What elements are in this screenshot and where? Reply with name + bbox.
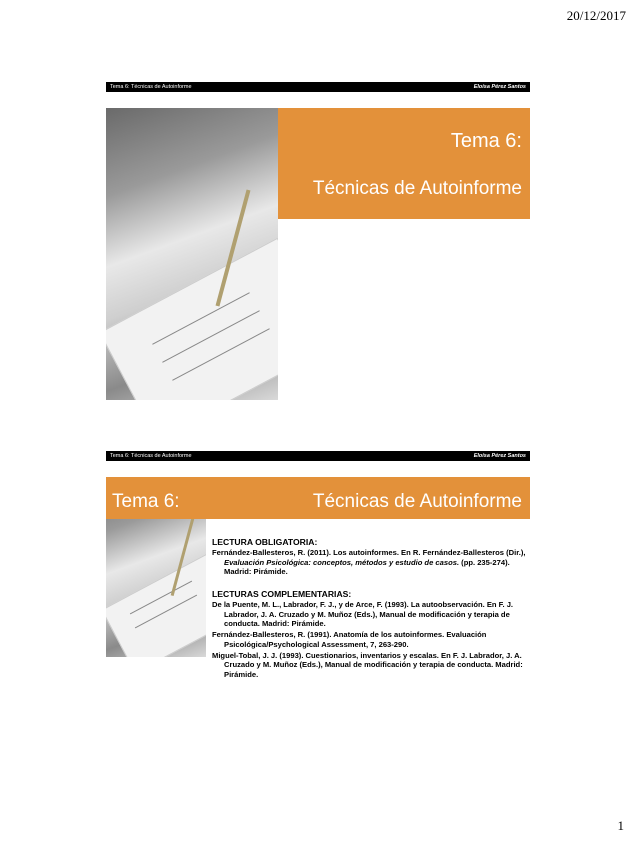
slide-header-bar bbox=[106, 451, 530, 461]
reference-text: Fernández-Ballesteros, R. (2011). Los autoinformes. En R. Fernández-Ballesteros (Dir.), bbox=[212, 548, 526, 558]
slide-1 bbox=[106, 82, 530, 402]
title-band bbox=[106, 477, 530, 519]
page-number: 1 bbox=[617, 818, 624, 833]
slide-header-author: Eloísa Pérez Santos bbox=[473, 84, 526, 90]
slide-header-topic: Tema 6: Técnicas de Autoinforme bbox=[110, 84, 192, 90]
reference-entry bbox=[212, 548, 532, 576]
slide-header-bar bbox=[106, 82, 530, 92]
reading-list bbox=[212, 538, 532, 681]
slide-header-author: Eloísa Pérez Santos bbox=[473, 453, 526, 459]
slide-tema: Tema 6: bbox=[112, 491, 180, 512]
questionnaire-photo bbox=[106, 108, 278, 400]
section-heading-complementarias: LECTURAS COMPLEMENTARIAS: bbox=[212, 589, 352, 600]
print-date: 20/12/2017 bbox=[566, 8, 626, 23]
reference-entry: Miguel-Tobal, J. J. (1993). Cuestionarios, inventarios y escalas. En F. J. Labrador, J. A. Cruzado y M. Muñoz (Eds.), Manual de modificación y terapia de conducta. Madrid: Pirámide. bbox=[212, 650, 523, 679]
slide-title-line2: Técnicas de Autoinforme bbox=[312, 178, 522, 199]
title-box bbox=[278, 108, 530, 219]
reference-entry: Fernández-Ballesteros, R. (1991). Anatomía de los autoinformes. Evaluación Psicológica/Psychological Assessment, 7, 263-290. bbox=[212, 630, 487, 649]
section-heading-obligatoria: LECTURA OBLIGATORIA: bbox=[212, 537, 318, 547]
slide-2 bbox=[106, 451, 530, 771]
slide-header-topic: Tema 6: Técnicas de Autoinforme bbox=[110, 453, 192, 459]
reference-text: (pp. 235-274). Madrid: Pirámide. bbox=[224, 557, 510, 576]
slide-title: Técnicas de Autoinforme bbox=[312, 491, 522, 512]
reference-book-title: Evaluación Psicológica: conceptos, métodos y estudio de casos. bbox=[224, 557, 460, 567]
slide-title-line1: Tema 6: bbox=[450, 130, 522, 152]
reference-entry: De la Puente, M. L., Labrador, F. J., y de Arce, F. (1993). La autoobservación. En F. J. Labrador, J. A. Cruzado y M. Muñoz (Eds.), Manual de modificación y terapia de conducta. Madrid: Pirámide. bbox=[212, 600, 514, 629]
